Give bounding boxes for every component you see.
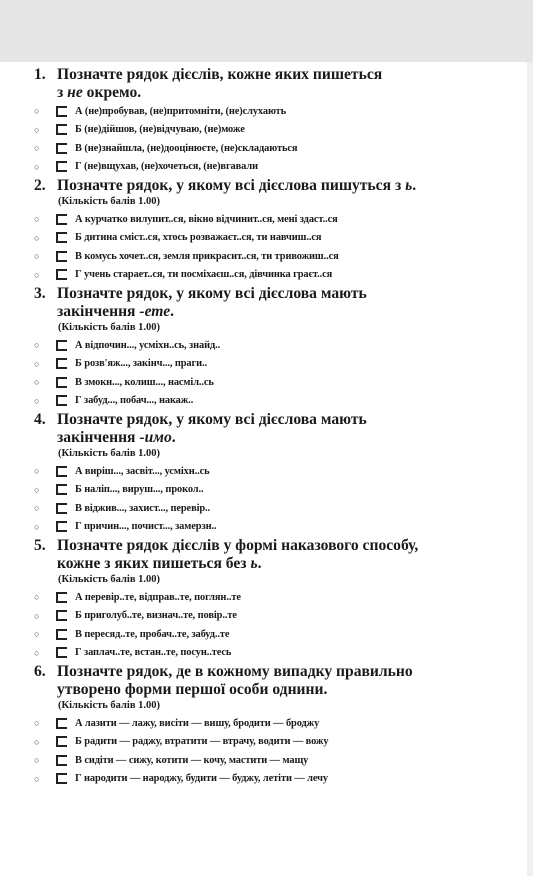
option-label: А виріш..., засвіт..., усміхн..сь (75, 465, 210, 477)
question-number: 3. (34, 285, 46, 302)
options-list (34, 588, 504, 662)
circle-bullet-icon: ○ (34, 610, 40, 621)
question-5 (34, 537, 504, 662)
question-number: 2. (34, 177, 46, 194)
circle-bullet-icon: ○ (34, 521, 40, 532)
checkbox-icon[interactable] (56, 521, 67, 532)
circle-bullet-icon: ○ (34, 503, 40, 514)
checkbox-icon[interactable] (56, 340, 67, 351)
option-label: В сидіти — сижу, котити — кочу, мастити — мащу (75, 754, 309, 766)
options-list (34, 336, 504, 410)
option-label: Г заплач..те, встан..те, посун..тесь (75, 647, 232, 659)
points-label: (Кількість балів 1.00) (58, 196, 161, 207)
option-label: А лазити — лажу, висіти — вишу, бродити — броджу (75, 717, 320, 729)
option-label: Б (не)дійшов, (не)відчуваю, (не)може (75, 124, 245, 136)
top-margin (0, 0, 533, 62)
circle-bullet-icon: ○ (34, 358, 40, 369)
checkbox-icon[interactable] (56, 773, 67, 784)
option-label: В пересяд..те, пробач..те, забуд..те (75, 628, 230, 640)
checkbox-icon[interactable] (56, 736, 67, 747)
question-title: 5. Позначте рядок дієслів у формі наказового способу, кожне з яких пишеться без ь. (34, 537, 419, 572)
options-list (34, 210, 504, 284)
option-label: В змокн..., колиш..., насміл..сь (75, 376, 214, 388)
points-label: (Кількість балів 1.00) (58, 700, 161, 711)
emphasis: -ете (139, 303, 171, 320)
checkbox-icon[interactable] (56, 232, 67, 243)
option-label: В віджив..., захист..., перевір.. (75, 502, 211, 514)
option-label: Б радити — раджу, втратити — втрачу, водити — вожу (75, 736, 329, 748)
question-3 (34, 285, 504, 410)
circle-bullet-icon: ○ (34, 395, 40, 406)
option-c[interactable] (34, 499, 504, 518)
checkbox-icon[interactable] (56, 124, 67, 135)
option-a[interactable] (34, 336, 504, 355)
option-d[interactable] (34, 518, 504, 537)
circle-bullet-icon: ○ (34, 143, 40, 154)
checkbox-icon[interactable] (56, 647, 67, 658)
circle-bullet-icon: ○ (34, 269, 40, 280)
option-b[interactable] (34, 121, 504, 140)
circle-bullet-icon: ○ (34, 647, 40, 658)
question-2 (34, 177, 504, 284)
question-number: 4. (34, 411, 46, 428)
option-b[interactable] (34, 733, 504, 752)
option-a[interactable] (34, 714, 504, 733)
circle-bullet-icon: ○ (34, 773, 40, 784)
circle-bullet-icon: ○ (34, 124, 40, 135)
question-text: Позначте рядок, у якому всі дієслова мають (57, 411, 367, 428)
circle-bullet-icon: ○ (34, 629, 40, 640)
points-label: (Кількість балів 1.00) (58, 574, 161, 585)
question-title: 4. Позначте рядок, у якому всі дієслова мають закінчення -имо. (34, 411, 367, 446)
option-d[interactable] (34, 266, 504, 285)
emphasis: ь (405, 177, 413, 194)
option-label: В (не)знайшла, (не)дооцінюєте, (не)складаються (75, 142, 298, 154)
option-b[interactable] (34, 229, 504, 248)
question-text: Позначте рядок дієслів, кожне яких пишеться (57, 66, 383, 83)
circle-bullet-icon: ○ (34, 232, 40, 243)
option-c[interactable] (34, 625, 504, 644)
circle-bullet-icon: ○ (34, 736, 40, 747)
question-text: Позначте рядок, у якому всі дієслова мають (57, 285, 367, 302)
option-a[interactable] (34, 210, 504, 229)
checkbox-icon[interactable] (56, 629, 67, 640)
checkbox-icon[interactable] (56, 755, 67, 766)
question-title: 1. Позначте рядок дієслів, кожне яких пишеться з не окремо. (34, 66, 383, 101)
option-label: Б розв'яж..., закінч..., праги.. (75, 358, 208, 370)
option-b[interactable] (34, 481, 504, 500)
right-edge (527, 62, 533, 876)
checkbox-icon[interactable] (56, 269, 67, 280)
checkbox-icon[interactable] (56, 143, 67, 154)
checkbox-icon[interactable] (56, 161, 67, 172)
question-text: Позначте рядок дієслів у формі наказового способу, (57, 537, 419, 554)
option-a[interactable] (34, 588, 504, 607)
checkbox-icon[interactable] (56, 610, 67, 621)
options-list (34, 102, 504, 176)
circle-bullet-icon: ○ (34, 214, 40, 225)
option-d[interactable] (34, 158, 504, 177)
checkbox-icon[interactable] (56, 214, 67, 225)
option-c[interactable] (34, 373, 504, 392)
checkbox-icon[interactable] (56, 251, 67, 262)
question-4 (34, 411, 504, 536)
emphasis: ь (250, 555, 258, 572)
circle-bullet-icon: ○ (34, 718, 40, 729)
question-title: 6. Позначте рядок, де в кожному випадку правильно утворено форми першої особи однини. (34, 663, 413, 698)
circle-bullet-icon: ○ (34, 340, 40, 351)
question-6 (34, 663, 504, 788)
circle-bullet-icon: ○ (34, 106, 40, 117)
checkbox-icon[interactable] (56, 484, 67, 495)
emphasis: -имо (139, 429, 172, 446)
option-d[interactable] (34, 770, 504, 789)
question-text: Позначте рядок, де в кожному випадку правильно (57, 663, 413, 680)
checkbox-icon[interactable] (56, 503, 67, 514)
circle-bullet-icon: ○ (34, 592, 40, 603)
points-label: (Кількість балів 1.00) (58, 322, 161, 333)
option-label: В комусь хочет..ся, земля прикрасит..ся, ти тривожиш..ся (75, 250, 339, 262)
checkbox-icon[interactable] (56, 377, 67, 388)
option-c[interactable] (34, 139, 504, 158)
circle-bullet-icon: ○ (34, 484, 40, 495)
option-c[interactable] (34, 751, 504, 770)
option-d[interactable] (34, 644, 504, 663)
question-title: 3. Позначте рядок, у якому всі дієслова мають закінчення -ете. (34, 285, 367, 320)
option-b[interactable] (34, 607, 504, 626)
option-label: Г учень старает..ся, ти посміхаєш..ся, дівчинка граєт..ся (75, 269, 333, 281)
option-label: А (не)пробував, (не)притомніти, (не)слухають (75, 105, 287, 117)
circle-bullet-icon: ○ (34, 377, 40, 388)
checkbox-icon[interactable] (56, 718, 67, 729)
question-number: 5. (34, 537, 46, 554)
question-number: 1. (34, 66, 46, 83)
option-label: А курчатко вилупит..ся, вікно відчинит..ся, мені здаст..ся (75, 213, 338, 225)
emphasis: не (67, 84, 83, 101)
checkbox-icon[interactable] (56, 592, 67, 603)
question-title: 2. Позначте рядок, у якому всі дієслова пишуться з ь. (34, 177, 417, 194)
checkbox-icon[interactable] (56, 106, 67, 117)
option-label: Г (не)вщухав, (не)хочеться, (не)вгавали (75, 161, 258, 173)
checkbox-icon[interactable] (56, 466, 67, 477)
option-label: Г народити — народжу, будити — буджу, летіти — лечу (75, 773, 328, 785)
circle-bullet-icon: ○ (34, 755, 40, 766)
option-label: Г забуд..., побач..., накаж.. (75, 395, 194, 407)
option-label: Б дитина сміст..ся, хтось розважаєт..ся, ти навчиш..ся (75, 232, 322, 244)
option-a[interactable] (34, 462, 504, 481)
worksheet (34, 66, 504, 789)
option-d[interactable] (34, 392, 504, 411)
option-a[interactable] (34, 102, 504, 121)
option-label: Б приголуб..те, визнач..те, повір..те (75, 610, 237, 622)
options-list (34, 714, 504, 788)
question-number: 6. (34, 663, 46, 680)
points-label: (Кількість балів 1.00) (58, 448, 161, 459)
checkbox-icon[interactable] (56, 395, 67, 406)
option-c[interactable] (34, 247, 504, 266)
option-label: Б наліп..., вируш..., прокол.. (75, 484, 204, 496)
option-label: Г причин..., почист..., замерзн.. (75, 521, 217, 533)
checkbox-icon[interactable] (56, 358, 67, 369)
question-1 (34, 66, 504, 176)
options-list (34, 462, 504, 536)
circle-bullet-icon: ○ (34, 251, 40, 262)
option-label: А відпочин..., усміхн..сь, знайд.. (75, 339, 221, 351)
option-label: А перевір..те, відправ..те, поглян..те (75, 591, 241, 603)
option-b[interactable] (34, 355, 504, 374)
question-text: Позначте рядок, у якому всі дієслова пишуться з (57, 177, 406, 194)
circle-bullet-icon: ○ (34, 161, 40, 172)
circle-bullet-icon: ○ (34, 466, 40, 477)
